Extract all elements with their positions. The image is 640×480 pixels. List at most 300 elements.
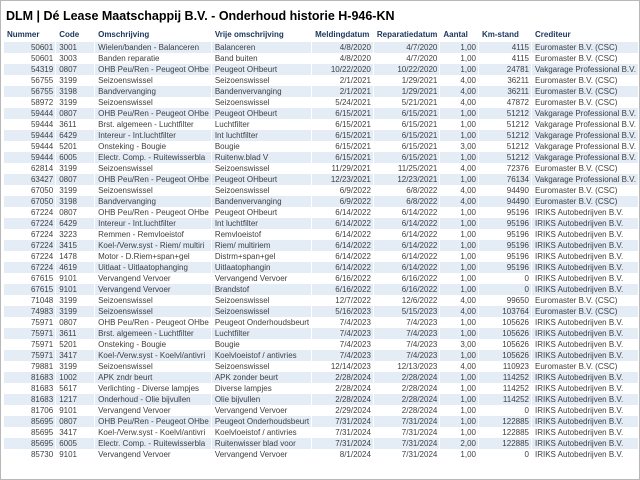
cell-reparatiedatum: 12/23/2021 xyxy=(374,174,439,185)
table-row[interactable] xyxy=(4,196,638,207)
column-header-omschrijving: Omschrijving xyxy=(98,30,150,39)
cell-crediteur: Euromaster B.V. (CSC) xyxy=(535,296,618,305)
cell-meldingdatum: 6/15/2021 xyxy=(312,130,373,141)
cell-crediteur: IRIKS Autobedrijven B.V. xyxy=(535,384,624,393)
column-header-meldingdatum: Meldingdatum xyxy=(315,30,370,39)
cell-reparatiedatum: 7/4/2023 xyxy=(374,350,439,361)
cell-reparatiedatum: 4/7/2020 xyxy=(406,54,438,63)
cell-aantal: 1,00 xyxy=(440,64,478,75)
cell-code: 0807 xyxy=(59,208,77,217)
cell-km-stand: 95196 xyxy=(506,208,529,217)
cell-aantal: 4,00 xyxy=(460,98,476,107)
table-row[interactable] xyxy=(4,416,638,427)
cell-omschrijving: Electr. Comp. - Ruitewisserbla xyxy=(95,152,211,163)
table-row[interactable] xyxy=(4,75,638,86)
cell-omschrijving: Electr. Comp. - Ruitewisserbla xyxy=(95,438,211,449)
cell-km-stand: 105626 xyxy=(502,318,529,327)
cell-crediteur: IRIKS Autobedrijven B.V. xyxy=(535,406,624,415)
table-row[interactable] xyxy=(4,130,638,141)
cell-code: 0807 xyxy=(59,318,77,327)
table-row[interactable] xyxy=(4,152,638,163)
table-row[interactable] xyxy=(4,119,638,130)
cell-aantal: 1,00 xyxy=(460,274,476,283)
page-title: DLM | Dé Lease Maatschappij B.V. - Onderhoud historie H-946-KN xyxy=(6,9,395,23)
cell-aantal: 4,00 xyxy=(460,76,476,85)
table-row[interactable] xyxy=(4,174,638,185)
cell-code: 3199 xyxy=(59,76,77,85)
cell-km-stand: 95196 xyxy=(506,252,529,261)
cell-aantal: 2,00 xyxy=(440,438,478,449)
cell-km-stand: 95196 xyxy=(506,230,529,239)
cell-aantal: 4,00 xyxy=(440,86,478,97)
column-header-aantal: Aantal xyxy=(443,30,468,39)
cell-km-stand: 0 xyxy=(479,284,531,295)
cell-code: 3611 xyxy=(59,120,77,129)
cell-code: 5201 xyxy=(59,340,77,349)
cell-nummer: 63427 xyxy=(4,174,55,185)
cell-aantal: 4,00 xyxy=(460,186,476,195)
cell-vrije-omschrijving: Luchtfilter xyxy=(214,120,250,129)
cell-km-stand: 114252 xyxy=(502,384,529,393)
cell-nummer: 81683 xyxy=(4,372,55,383)
cell-reparatiedatum: 6/14/2022 xyxy=(401,230,438,239)
table-row[interactable] xyxy=(4,64,638,75)
cell-meldingdatum: 7/4/2023 xyxy=(339,340,371,349)
cell-meldingdatum: 5/16/2023 xyxy=(312,306,373,317)
cell-meldingdatum: 2/1/2021 xyxy=(312,86,373,97)
cell-code: 3417 xyxy=(59,428,77,437)
cell-km-stand: 122885 xyxy=(502,428,529,437)
cell-nummer: 50601 xyxy=(4,42,55,53)
cell-km-stand: 114252 xyxy=(479,372,531,383)
cell-code: 1478 xyxy=(59,252,77,261)
cell-nummer: 54319 xyxy=(4,64,55,75)
cell-vrije-omschrijving: Peugeot OHbeurt xyxy=(212,64,311,75)
cell-nummer: 81683 xyxy=(30,384,54,393)
cell-reparatiedatum: 4/7/2020 xyxy=(374,42,439,53)
cell-vrije-omschrijving: Seizoenswissel xyxy=(214,186,270,195)
table-row[interactable] xyxy=(4,361,638,372)
cell-aantal: 1,00 xyxy=(440,130,478,141)
cell-km-stand: 99650 xyxy=(506,296,529,305)
cell-meldingdatum: 6/15/2021 xyxy=(335,120,371,129)
cell-crediteur: IRIKS Autobedrijven B.V. xyxy=(532,240,638,251)
cell-crediteur: IRIKS Autobedrijven B.V. xyxy=(532,218,638,229)
cell-vrije-omschrijving: Bougie xyxy=(214,142,240,151)
cell-code: 3611 xyxy=(56,328,94,339)
cell-km-stand: 4115 xyxy=(511,54,529,63)
cell-crediteur: IRIKS Autobedrijven B.V. xyxy=(535,340,624,349)
cell-omschrijving: Onsteking - Bougie xyxy=(98,340,167,349)
cell-nummer: 74983 xyxy=(4,306,55,317)
table-row[interactable] xyxy=(4,53,638,64)
cell-vrije-omschrijving: Koelvloeistof / antivries xyxy=(214,428,297,437)
table-row[interactable] xyxy=(4,42,638,53)
cell-meldingdatum: 6/9/2022 xyxy=(339,186,371,195)
cell-crediteur: IRIKS Autobedrijven B.V. xyxy=(532,262,638,273)
cell-reparatiedatum: 6/14/2022 xyxy=(374,218,439,229)
table-row[interactable] xyxy=(4,317,638,328)
cell-code: 0807 xyxy=(56,174,94,185)
cell-omschrijving: OHB Peu/Ren - Peugeot OHbe xyxy=(95,64,211,75)
cell-km-stand: 4115 xyxy=(479,42,531,53)
cell-meldingdatum: 4/8/2020 xyxy=(339,54,371,63)
cell-crediteur: Euromaster B.V. (CSC) xyxy=(535,76,618,85)
cell-aantal: 1,00 xyxy=(440,42,478,53)
cell-vrije-omschrijving: Peugeot OHbeurt xyxy=(212,108,311,119)
cell-reparatiedatum: 7/4/2023 xyxy=(406,340,438,349)
cell-aantal: 4,00 xyxy=(440,306,478,317)
cell-nummer: 62814 xyxy=(30,164,54,173)
cell-aantal: 1,00 xyxy=(460,428,476,437)
cell-nummer: 59444 xyxy=(4,152,55,163)
cell-aantal: 1,00 xyxy=(460,230,476,239)
cell-aantal: 3,00 xyxy=(460,142,476,151)
cell-vrije-omschrijving: Remvloeistof xyxy=(214,230,262,239)
cell-meldingdatum: 6/14/2022 xyxy=(312,218,373,229)
cell-vrije-omschrijving: Bandenvervanging xyxy=(212,196,311,207)
cell-meldingdatum: 11/29/2021 xyxy=(331,164,371,173)
table-row[interactable] xyxy=(4,262,638,273)
cell-aantal: 1,00 xyxy=(460,318,476,327)
cell-omschrijving: Seizoenswissel xyxy=(98,98,153,107)
cell-km-stand: 94490 xyxy=(506,186,529,195)
cell-vrije-omschrijving: Seizoenswissel xyxy=(214,296,270,305)
cell-vrije-omschrijving: Seizoenswissel xyxy=(214,362,270,371)
table-row[interactable] xyxy=(4,185,638,196)
column-header-km-stand: Km-stand xyxy=(481,30,519,39)
cell-meldingdatum: 6/14/2022 xyxy=(335,208,371,217)
cell-nummer: 56755 xyxy=(4,86,55,97)
cell-omschrijving: Koel-/Verw.syst - Riem/ multiri xyxy=(95,240,211,251)
cell-vrije-omschrijving: Seizoenswissel xyxy=(214,164,270,173)
cell-vrije-omschrijving: Seizoenswissel xyxy=(214,76,270,85)
table-row[interactable] xyxy=(4,229,638,240)
cell-reparatiedatum: 7/4/2023 xyxy=(406,318,438,327)
cell-reparatiedatum: 6/14/2022 xyxy=(374,240,439,251)
cell-nummer: 67224 xyxy=(4,218,55,229)
cell-meldingdatum: 2/28/2024 xyxy=(312,372,373,383)
cell-meldingdatum: 7/31/2024 xyxy=(312,416,373,427)
table-row[interactable] xyxy=(4,86,638,97)
cell-code: 0807 xyxy=(56,108,94,119)
cell-reparatiedatum: 1/29/2021 xyxy=(374,86,439,97)
cell-aantal: 1,00 xyxy=(440,218,478,229)
cell-aantal: 3,00 xyxy=(460,340,476,349)
cell-crediteur: Euromaster B.V. (CSC) xyxy=(535,186,618,195)
cell-km-stand: 36211 xyxy=(507,76,529,85)
cell-reparatiedatum: 6/14/2022 xyxy=(374,262,439,273)
maintenance-history-table xyxy=(3,29,639,460)
cell-aantal: 1,00 xyxy=(460,252,476,261)
cell-nummer: 59444 xyxy=(30,142,54,151)
cell-vrije-omschrijving: Riem/ multiriem xyxy=(212,240,311,251)
cell-meldingdatum: 12/23/2021 xyxy=(312,174,373,185)
cell-meldingdatum: 2/28/2024 xyxy=(335,384,371,393)
cell-vrije-omschrijving: Peugeot Onderhoudsbeurt xyxy=(212,416,311,427)
cell-code: 3001 xyxy=(56,42,94,53)
cell-reparatiedatum: 6/8/2022 xyxy=(374,196,439,207)
table-row[interactable] xyxy=(4,207,638,218)
cell-crediteur: Euromaster B.V. (CSC) xyxy=(532,86,638,97)
cell-km-stand: 114252 xyxy=(479,394,531,405)
cell-aantal: 4,00 xyxy=(440,196,478,207)
table-row[interactable] xyxy=(4,328,638,339)
cell-aantal: 1,00 xyxy=(460,120,476,129)
cell-km-stand: 110923 xyxy=(502,362,529,371)
cell-omschrijving: Wielen/banden - Balanceren xyxy=(95,42,211,53)
cell-aantal: 1,00 xyxy=(440,240,478,251)
column-header-nummer: Nummer xyxy=(7,30,40,39)
cell-km-stand: 95196 xyxy=(479,262,531,273)
cell-reparatiedatum: 11/25/2021 xyxy=(397,164,438,173)
table-row[interactable] xyxy=(4,339,638,350)
cell-km-stand: 72376 xyxy=(506,164,529,173)
cell-omschrijving: Verlichting - Diverse lampjes xyxy=(98,384,200,393)
cell-omschrijving: OHB Peu/Ren - Peugeot OHbe xyxy=(95,108,211,119)
cell-reparatiedatum: 7/31/2024 xyxy=(374,416,439,427)
cell-meldingdatum: 6/16/2022 xyxy=(335,274,371,283)
cell-nummer: 81683 xyxy=(4,394,55,405)
table-row[interactable] xyxy=(4,141,638,152)
cell-nummer: 67224 xyxy=(30,208,54,217)
cell-nummer: 67224 xyxy=(30,230,54,239)
table-row[interactable] xyxy=(4,108,638,119)
cell-nummer: 59444 xyxy=(30,120,54,129)
cell-km-stand: 105626 xyxy=(479,328,531,339)
table-row[interactable] xyxy=(4,438,638,449)
cell-nummer: 79881 xyxy=(30,362,54,371)
table-row[interactable] xyxy=(4,97,638,108)
table-row[interactable] xyxy=(4,240,638,251)
table-row[interactable] xyxy=(4,306,638,317)
cell-omschrijving: Seizoenswissel xyxy=(98,186,153,195)
cell-reparatiedatum: 6/14/2022 xyxy=(401,208,438,217)
cell-nummer: 58972 xyxy=(30,98,54,107)
cell-code: 9101 xyxy=(59,450,77,459)
cell-aantal: 1,00 xyxy=(440,350,478,361)
table-row[interactable] xyxy=(4,163,638,174)
cell-nummer: 75971 xyxy=(4,350,55,361)
cell-nummer: 56755 xyxy=(30,76,54,85)
table-row[interactable] xyxy=(4,350,638,361)
cell-reparatiedatum: 6/14/2022 xyxy=(401,252,438,261)
table-row[interactable] xyxy=(4,284,638,295)
cell-nummer: 67050 xyxy=(4,196,55,207)
cell-omschrijving: Vervangend Vervoer xyxy=(98,274,171,283)
cell-code: 0807 xyxy=(56,64,94,75)
cell-code: 6429 xyxy=(56,218,94,229)
cell-aantal: 1,00 xyxy=(460,384,476,393)
cell-nummer: 67050 xyxy=(30,186,54,195)
cell-reparatiedatum: 6/15/2021 xyxy=(374,108,439,119)
cell-km-stand: 105626 xyxy=(479,350,531,361)
table-row[interactable] xyxy=(4,273,638,284)
column-header-vrije-omschrijving: Vrije omschrijving xyxy=(214,30,284,39)
table-row[interactable] xyxy=(4,251,638,262)
table-row[interactable] xyxy=(4,295,638,306)
cell-crediteur: IRIKS Autobedrijven B.V. xyxy=(532,416,638,427)
table-row[interactable] xyxy=(4,218,638,229)
cell-meldingdatum: 2/1/2021 xyxy=(339,76,371,85)
table-row[interactable] xyxy=(4,449,638,460)
cell-code: 3199 xyxy=(59,296,77,305)
column-header-reparatiedatum: Reparatiedatum xyxy=(376,30,438,39)
cell-vrije-omschrijving: Olie bijvullen xyxy=(212,394,311,405)
cell-omschrijving: Seizoenswissel xyxy=(98,296,153,305)
cell-omschrijving: Motor - D.Riem+span+gel xyxy=(98,252,190,261)
cell-nummer: 85695 xyxy=(4,438,55,449)
cell-nummer: 85695 xyxy=(30,428,54,437)
cell-aantal: 1,00 xyxy=(440,262,478,273)
cell-meldingdatum: 8/1/2024 xyxy=(339,450,371,459)
cell-crediteur: Euromaster B.V. (CSC) xyxy=(535,362,618,371)
cell-omschrijving: Bandvervanging xyxy=(95,196,211,207)
cell-crediteur: Vakgarage Professional B.V. xyxy=(532,64,638,75)
cell-reparatiedatum: 12/13/2023 xyxy=(397,362,438,371)
cell-aantal: 4,00 xyxy=(460,164,476,173)
cell-aantal: 1,00 xyxy=(440,416,478,427)
cell-km-stand: 122885 xyxy=(479,438,531,449)
cell-meldingdatum: 7/4/2023 xyxy=(339,318,371,327)
cell-nummer: 67615 xyxy=(30,274,54,283)
cell-omschrijving: Brst. algemeen - Luchtfilter xyxy=(95,328,211,339)
cell-reparatiedatum: 2/28/2024 xyxy=(401,406,438,415)
cell-km-stand: 51212 xyxy=(479,108,531,119)
cell-omschrijving: Banden reparatie xyxy=(98,54,160,63)
cell-omschrijving: Onderhoud - Olie bijvullen xyxy=(95,394,211,405)
cell-crediteur: Vakgarage Professional B.V. xyxy=(532,174,638,185)
cell-crediteur: Vakgarage Professional B.V. xyxy=(535,142,636,151)
cell-reparatiedatum: 2/28/2024 xyxy=(374,372,439,383)
table-row[interactable] xyxy=(4,427,638,438)
cell-reparatiedatum: 1/29/2021 xyxy=(401,76,438,85)
cell-aantal: 1,00 xyxy=(440,328,478,339)
cell-aantal: 1,00 xyxy=(460,450,476,459)
cell-crediteur: Euromaster B.V. (CSC) xyxy=(535,98,618,107)
cell-nummer: 67224 xyxy=(4,262,55,273)
cell-code: 3199 xyxy=(59,164,77,173)
maintenance-history-table-body xyxy=(4,42,638,460)
cell-code: 9101 xyxy=(56,284,94,295)
cell-crediteur: IRIKS Autobedrijven B.V. xyxy=(532,394,638,405)
cell-crediteur: Euromaster B.V. (CSC) xyxy=(532,306,638,317)
table-row[interactable] xyxy=(4,383,638,394)
cell-aantal: 1,00 xyxy=(440,152,478,163)
cell-meldingdatum: 2/28/2024 xyxy=(312,394,373,405)
table-row[interactable] xyxy=(4,394,638,405)
cell-km-stand: 95196 xyxy=(479,218,531,229)
cell-vrije-omschrijving: Vervangend Vervoer xyxy=(214,274,288,283)
cell-omschrijving: APK zndr beurt xyxy=(95,372,211,383)
cell-crediteur: IRIKS Autobedrijven B.V. xyxy=(535,208,624,217)
cell-omschrijving: Remmen - Remvloeistof xyxy=(98,230,184,239)
cell-meldingdatum: 6/15/2021 xyxy=(312,152,373,163)
cell-code: 1217 xyxy=(56,394,94,405)
cell-km-stand: 122885 xyxy=(479,416,531,427)
cell-omschrijving: Seizoenswissel xyxy=(98,164,153,173)
cell-code: 9101 xyxy=(59,406,77,415)
column-header-crediteur: Crediteur xyxy=(535,30,571,39)
cell-nummer: 75971 xyxy=(30,318,54,327)
cell-crediteur: IRIKS Autobedrijven B.V. xyxy=(535,428,624,437)
cell-meldingdatum: 6/14/2022 xyxy=(312,262,373,273)
cell-crediteur: Euromaster B.V. (CSC) xyxy=(532,42,638,53)
cell-omschrijving: Seizoenswissel xyxy=(98,362,153,371)
cell-reparatiedatum: 6/15/2021 xyxy=(401,142,438,151)
cell-meldingdatum: 6/9/2022 xyxy=(312,196,373,207)
cell-meldingdatum: 6/14/2022 xyxy=(335,252,371,261)
cell-km-stand: 36211 xyxy=(479,86,531,97)
cell-meldingdatum: 10/22/2020 xyxy=(312,64,373,75)
cell-crediteur: IRIKS Autobedrijven B.V. xyxy=(532,438,638,449)
cell-code: 0807 xyxy=(56,416,94,427)
cell-nummer: 59444 xyxy=(4,130,55,141)
cell-aantal: 1,00 xyxy=(460,54,476,63)
cell-km-stand: 105626 xyxy=(502,340,529,349)
cell-reparatiedatum: 2/28/2024 xyxy=(374,394,439,405)
cell-crediteur: IRIKS Autobedrijven B.V. xyxy=(532,284,638,295)
cell-aantal: 1,00 xyxy=(440,372,478,383)
cell-omschrijving: Onsteking - Bougie xyxy=(98,142,167,151)
table-row[interactable] xyxy=(4,372,638,383)
cell-vrije-omschrijving: Brandstof xyxy=(212,284,311,295)
cell-km-stand: 51212 xyxy=(506,142,529,151)
cell-nummer: 85695 xyxy=(4,416,55,427)
cell-aantal: 1,00 xyxy=(460,406,476,415)
cell-omschrijving: OHB Peu/Ren - Peugeot OHbe xyxy=(98,208,209,217)
cell-nummer: 67615 xyxy=(4,284,55,295)
cell-crediteur: IRIKS Autobedrijven B.V. xyxy=(535,450,624,459)
cell-vrije-omschrijving: Koelvloeistof / antivries xyxy=(212,350,311,361)
cell-omschrijving: Brst. algemeen - Luchtfilter xyxy=(98,120,194,129)
cell-code: 6429 xyxy=(56,130,94,141)
cell-code: 3198 xyxy=(56,196,94,207)
cell-reparatiedatum: 5/21/2021 xyxy=(401,98,438,107)
cell-reparatiedatum: 6/8/2022 xyxy=(406,186,438,195)
cell-reparatiedatum: 5/15/2023 xyxy=(374,306,439,317)
cell-code: 3199 xyxy=(59,186,77,195)
cell-km-stand: 103764 xyxy=(479,306,531,317)
cell-meldingdatum: 6/15/2021 xyxy=(335,142,371,151)
cell-vrije-omschrijving: Seizoenswissel xyxy=(214,98,270,107)
cell-code: 3199 xyxy=(56,306,94,317)
cell-vrije-omschrijving: Peugeot OHbeurt xyxy=(212,174,311,185)
cell-vrije-omschrijving: Luchtfilter xyxy=(212,328,311,339)
cell-omschrijving: OHB Peu/Ren - Peugeot OHbe xyxy=(98,318,209,327)
cell-crediteur: Euromaster B.V. (CSC) xyxy=(535,54,618,63)
cell-meldingdatum: 12/7/2022 xyxy=(335,296,371,305)
cell-omschrijving: Vervangend Vervoer xyxy=(98,450,171,459)
cell-km-stand: 24781 xyxy=(479,64,531,75)
cell-crediteur: IRIKS Autobedrijven B.V. xyxy=(532,328,638,339)
cell-vrije-omschrijving: Distrm+span+gel xyxy=(214,252,276,261)
cell-code: 5617 xyxy=(59,384,77,393)
cell-code: 3198 xyxy=(56,86,94,97)
cell-meldingdatum: 6/14/2022 xyxy=(335,230,371,239)
cell-aantal: 1,00 xyxy=(460,208,476,217)
cell-vrije-omschrijving: Bougie xyxy=(214,340,240,349)
cell-km-stand: 51212 xyxy=(506,120,529,129)
cell-crediteur: IRIKS Autobedrijven B.V. xyxy=(535,230,624,239)
cell-aantal: 4,00 xyxy=(460,362,476,371)
cell-nummer: 85730 xyxy=(30,450,54,459)
cell-vrije-omschrijving: Vervangend Vervoer xyxy=(214,450,288,459)
cell-reparatiedatum: 6/15/2021 xyxy=(374,152,439,163)
cell-reparatiedatum: 7/31/2024 xyxy=(374,438,439,449)
cell-code: 3199 xyxy=(59,362,77,371)
table-row[interactable] xyxy=(4,405,638,416)
